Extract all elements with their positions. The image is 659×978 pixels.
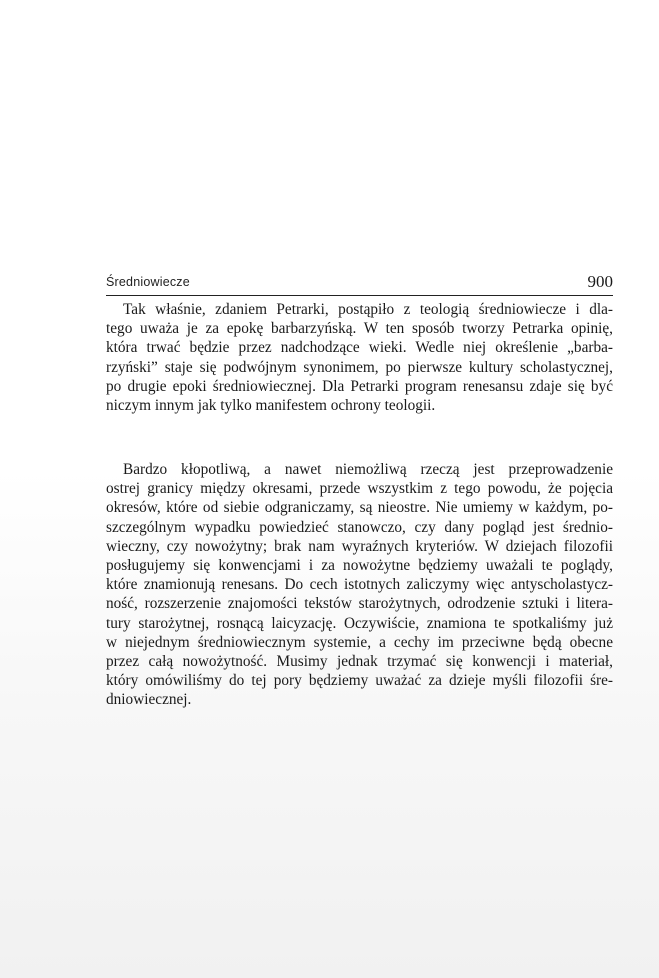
text-line: po drugie epoki średniowiecznej. Dla Petrarki program renesansu zdaje się być: [106, 377, 613, 395]
text-line: ostrej granicy między okresami, przede wszystkim z tego powodu, że pojęcia: [106, 480, 613, 498]
text-line: która trwać będzie przez nadchodzące wieki. Wedle niej określenie „barba-: [106, 339, 613, 357]
text-line: które znamionują renesans. Do cech istotnych zaliczymy więc antyscholastycz-: [106, 576, 613, 594]
text-line: niczym innym jak tylko manifestem ochrony teologii.: [106, 396, 436, 414]
text-line: który omówiliśmy do tej pory będziemy uważać za dzieje myśli filozofii śre-: [106, 672, 613, 690]
text-line: tego uważa je za epokę barbarzyńską. W ten sposób tworzy Petrarka opinię,: [106, 320, 613, 338]
text-line: szczególnym wypadku powiedzieć stanowczo, czy dany pogląd jest średnio-: [106, 518, 613, 536]
paragraph-petrarch: [106, 300, 613, 415]
running-header: [106, 271, 613, 296]
text-line: w niejednym średniowiecznym systemie, a cechy im przeciwne będą obecne: [106, 633, 613, 651]
text-line: posługujemy się konwencjami i za nowożytne będziemy uważali te poglądy,: [106, 556, 613, 574]
text-line: ność, rozszerzenie znajomości tekstów starożytnych, odrodzenie sztuki i litera-: [106, 595, 613, 613]
text-line: Bardzo kłopotliwą, a nawet niemożliwą rzeczą jest przeprowadzenie: [123, 461, 613, 478]
text-line: Tak właśnie, zdaniem Petrarki, postąpiło z teologią średniowiecze i dla-: [123, 301, 613, 318]
text-line: dniowiecznej.: [106, 691, 192, 709]
text-line: wieczny, czy nowożytny; brak nam wyraźnych kryteriów. W dziejach filozofii: [106, 537, 613, 555]
paragraph-periodization: [106, 460, 613, 709]
page-number: 900: [587, 272, 613, 291]
text-line: rzyński” staje się podwójnym synonimem, po pierwsze kultury scholastycznej,: [106, 358, 613, 376]
text-line: okresów, które od siebie odgraniczamy, są nieostre. Nie umiemy w każdym, po-: [106, 499, 613, 517]
text-line: przez całą nowożytność. Musimy jednak trzymać się konwencji i materiał,: [106, 652, 613, 670]
running-title: Średniowiecze: [106, 275, 190, 289]
text-line: tury starożytnej, rosnącą laicyzację. Oczywiście, znamiona te spotkaliśmy już: [106, 614, 613, 632]
